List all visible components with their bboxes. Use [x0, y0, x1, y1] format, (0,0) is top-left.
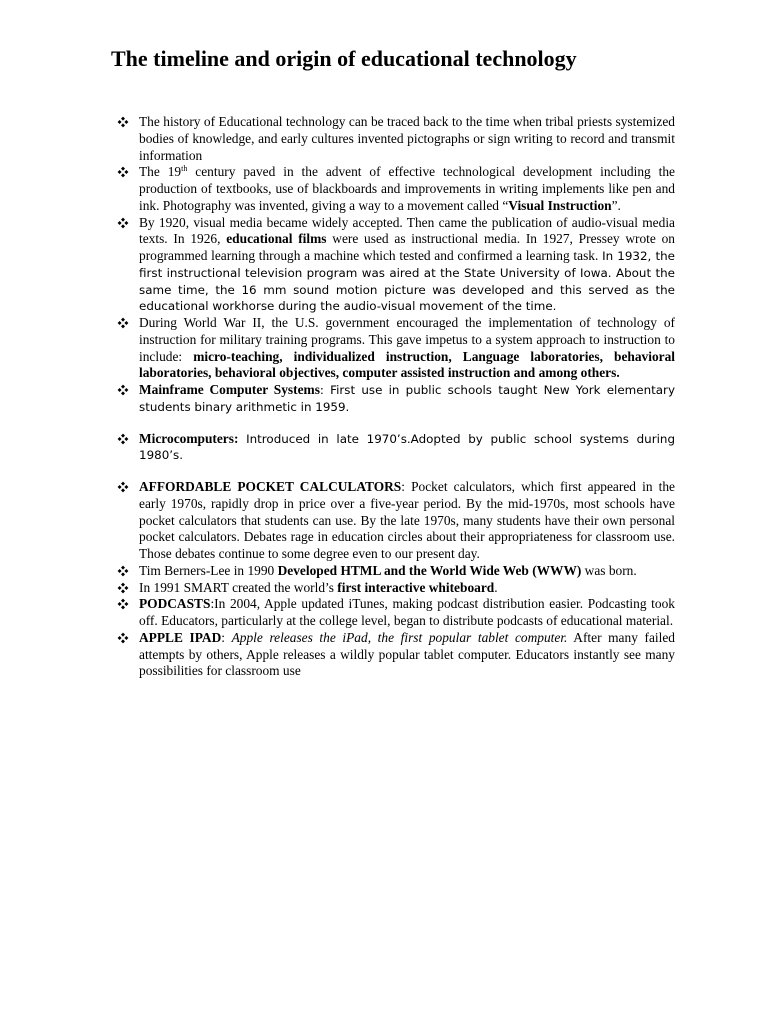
four-diamond-bullet-icon	[117, 598, 129, 610]
list-item: PODCASTS:In 2004, Apple updated iTunes, making podcast distribution easier. Podcasting took off. Educators, particularly at the college level, began to distribute podcasts of educational material.	[117, 596, 675, 630]
four-diamond-bullet-icon	[117, 384, 129, 396]
four-diamond-bullet-icon	[117, 481, 129, 493]
four-diamond-bullet-icon	[117, 433, 129, 445]
list-item: In 1991 SMART created the world’s first interactive whiteboard.	[117, 580, 675, 597]
four-diamond-bullet-icon	[117, 317, 129, 329]
list-item: Microcomputers: Introduced in late 1970’s.Adopted by public school systems during 1980’s.	[117, 431, 675, 465]
four-diamond-bullet-icon	[117, 116, 129, 128]
list-item: Tim Berners-Lee in 1990 Developed HTML and the World Wide Web (WWW) was born.	[117, 563, 675, 580]
timeline-list	[117, 114, 675, 680]
four-diamond-bullet-icon	[117, 632, 129, 644]
list-item: During World War II, the U.S. government encouraged the implementation of technology of instruction for military training programs. This gave impetus to a system approach to instruction to include: micro-teaching, individualized instruction, Language laboratories, behavioral laboratories, behavioral objectives, computer assisted instruction and among others.	[117, 315, 675, 382]
page-title: The timeline and origin of educational technology	[111, 46, 577, 71]
four-diamond-bullet-icon	[117, 166, 129, 178]
list-item: The history of Educational technology can be traced back to the time when tribal priests systemized bodies of knowledge, and early cultures invented pictographs or sign writing to record and transmit information	[117, 114, 675, 164]
list-item: Mainframe Computer Systems: First use in public schools taught New York elementary students binary arithmetic in 1959.	[117, 382, 675, 416]
four-diamond-bullet-icon	[117, 565, 129, 577]
list-item: The 19th century paved in the advent of effective technological development including the production of textbooks, use of blackboards and improvements in writing implements like pen and ink. Photography was invented, giving a way to a movement called “Visual Instruction”.	[117, 164, 675, 214]
list-item: AFFORDABLE POCKET CALCULATORS: Pocket calculators, which first appeared in the early 1970s, rapidly drop in price over a five-year period. By the mid-1970s, most schools have pocket calculators that students can use. By the late 1970s, many students have their own personal pocket calculators. Debates rage in education circles about their appropriateness for classroom use. Those debates continue to some degree even to our present day.	[117, 479, 675, 563]
four-diamond-bullet-icon	[117, 582, 129, 594]
list-item: APPLE IPAD: Apple releases the iPad, the first popular tablet computer. After many failed attempts by others, Apple releases a wildly popular tablet computer. Educators instantly see many possibilities for classroom use	[117, 630, 675, 680]
list-item: By 1920, visual media became widely accepted. Then came the publication of audio-visual media texts. In 1926, educational films were used as instructional media. In 1927, Pressey wrote on programmed learning through a machine which tested and confirmed a learning task. In 1932, the first instructional television program was aired at the State University of Iowa. About the same time, the 16 mm sound motion picture was developed and this served as the educational workhorse during the audio-visual movement of the time.	[117, 215, 675, 316]
four-diamond-bullet-icon	[117, 217, 129, 229]
